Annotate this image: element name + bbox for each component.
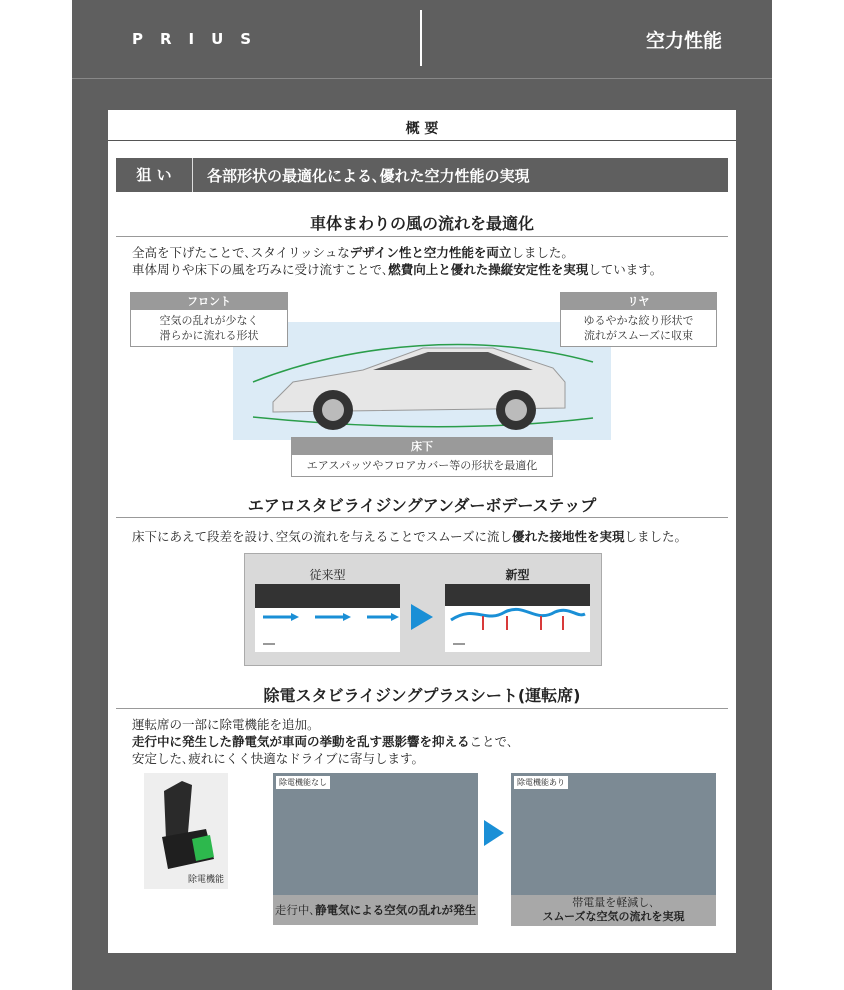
aim-banner: [116, 158, 728, 192]
car-side-image: [233, 322, 611, 440]
airflow-line-2: 車体周りや床下の風を巧みに受け流すことで､燃費向上と優れた操縦安定性を実現しています。: [132, 262, 663, 277]
without-tag: 除電機能なし: [276, 776, 330, 789]
header-divider: [420, 10, 422, 66]
front-callout-title: フロント: [131, 293, 287, 310]
front-callout-line-2: 滑らかに流れる形状: [159, 329, 259, 342]
car-without-discharge-image: [273, 773, 478, 895]
rear-callout: [560, 292, 717, 347]
overview-rule: [108, 140, 736, 141]
seat-line-1: 運転席の一部に除電機能を追加。: [132, 717, 320, 732]
prius-logo: PRIUS: [132, 30, 269, 48]
underfloor-callout-text: エアスパッツやフロアカバー等の形状を最適化: [306, 459, 538, 472]
new-type-label: 新型: [505, 568, 530, 582]
underfloor-callout-title: 床下: [292, 438, 552, 455]
with-tag: 除電機能あり: [514, 776, 568, 789]
section-title-airflow: 車体まわりの風の流れを最適化: [309, 214, 534, 233]
old-type-airflow: [255, 584, 400, 652]
content-sheet: [108, 110, 736, 953]
page-title: 空力性能: [645, 30, 722, 52]
new-type-airflow: [445, 584, 590, 652]
old-type-panel: [255, 584, 400, 652]
section-rule: [116, 708, 728, 709]
car-with-discharge-image: [511, 773, 716, 895]
car-illustration: [233, 322, 611, 440]
seat-image: [144, 773, 228, 889]
triangle-arrow-icon: [411, 604, 433, 630]
step-description: 床下にあえて段差を設け､空気の流れを与えることでスムーズに流し優れた接地性を実現しました。: [132, 529, 688, 544]
section-rule: [116, 517, 728, 518]
seat-line-2: 走行中に発生した静電気が車両の挙動を乱す悪影響を抑えることで､: [132, 734, 514, 749]
without-caption: 走行中､静電気による空気の乱れが発生: [273, 895, 478, 925]
triangle-arrow-icon: [484, 820, 504, 846]
section-title-seat: 除電スタビライジングプラスシート(運転席): [263, 686, 581, 705]
new-type-panel: [445, 584, 590, 652]
seat-caption: 除電機能: [187, 875, 224, 885]
old-type-label: 従来型: [309, 568, 346, 582]
seat-illustration: [144, 773, 228, 873]
header-bar: [72, 0, 772, 79]
section-title-step: エアロスタビライジングアンダーボデーステップ: [247, 496, 597, 515]
overview-heading: 概 要: [405, 121, 439, 137]
airflow-line-1: 全高を下げたことで､スタイリッシュなデザイン性と空力性能を両立しました。: [132, 245, 574, 260]
section-rule: [116, 236, 728, 237]
rear-callout-line-1: ゆるやかな絞り形状で: [583, 314, 694, 327]
aim-text: 各部形状の最適化による､優れた空力性能の実現: [207, 166, 530, 185]
with-caption: 帯電量を軽減し､ スムーズな空気の流れを実現: [511, 895, 716, 926]
front-callout: [130, 292, 288, 347]
rear-callout-title: リヤ: [561, 293, 716, 310]
aim-label: 狙 い: [116, 158, 193, 192]
rear-callout-line-2: 流れがスムーズに収束: [584, 329, 693, 342]
front-callout-line-1: 空気の乱れが少なく: [159, 314, 259, 327]
step-comparison-diagram: [244, 553, 602, 666]
underfloor-callout: [291, 437, 553, 477]
seat-line-3: 安定した､疲れにくく快適なドライブに寄与します。: [132, 751, 425, 766]
